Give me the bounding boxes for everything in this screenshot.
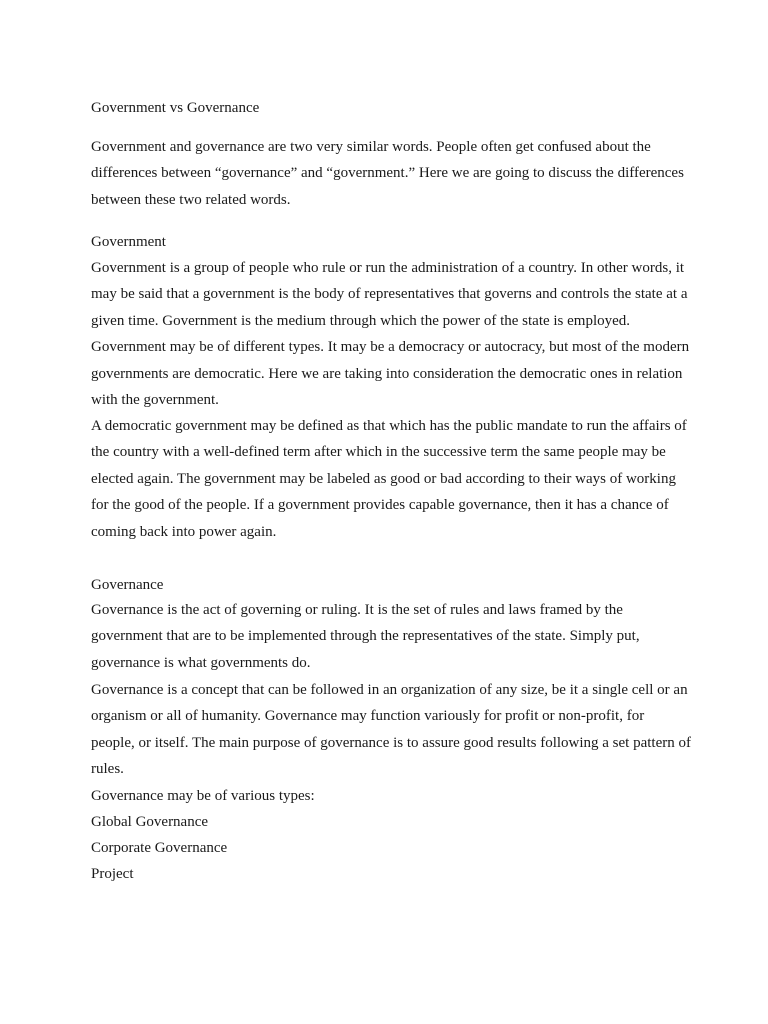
intro-paragraph: Government and governance are two very similar words. People often get confused about the differences between “governance” and “government.” Here we are going to discuss the differences between these two related words. [91,139,684,208]
governance-type-item: Corporate Governance [91,840,228,856]
governance-type-item: Global Governance [91,814,209,830]
government-paragraph-1: Government is a group of people who rule or run the administration of a country. In other words, it may be said that a government is the body of representatives that governs and controls the state at a given time. Government is the medium through which the power of the state is employed. Government may be of different types. It may be a democracy or autocracy, but most of the modern governments are democratic. Here we are taking into consideration the democratic ones in relation with the government. [91,260,690,409]
governance-types-intro: Governance may be of various types: [91,788,315,804]
governance-paragraph-2: Governance is a concept that can be followed in an organization of any size, be it a single cell or an organism or all of humanity. Governance may function variously for profit or non-profit, for people, or itself. The main purpose of governance is to assure good results following a set pattern of rules. [91,682,691,778]
government-heading: Government [91,234,166,250]
governance-type-item: Project [91,866,134,882]
governance-heading: Governance [91,577,164,593]
document-title: Government vs Governance [91,100,260,116]
government-paragraph-2: A democratic government may be defined as that which has the public mandate to run the affairs of the country with a well-defined term after which in the successive term the same people may be elected again. The government may be labeled as good or bad according to their ways of working for the good of the people. If a government provides capable governance, then it has a chance of coming back into power again. [91,418,687,540]
governance-paragraph-1: Governance is the act of governing or ruling. It is the set of rules and laws framed by the government that are to be implemented through the representatives of the state. Simply put, governance is what governments do. [91,602,640,671]
